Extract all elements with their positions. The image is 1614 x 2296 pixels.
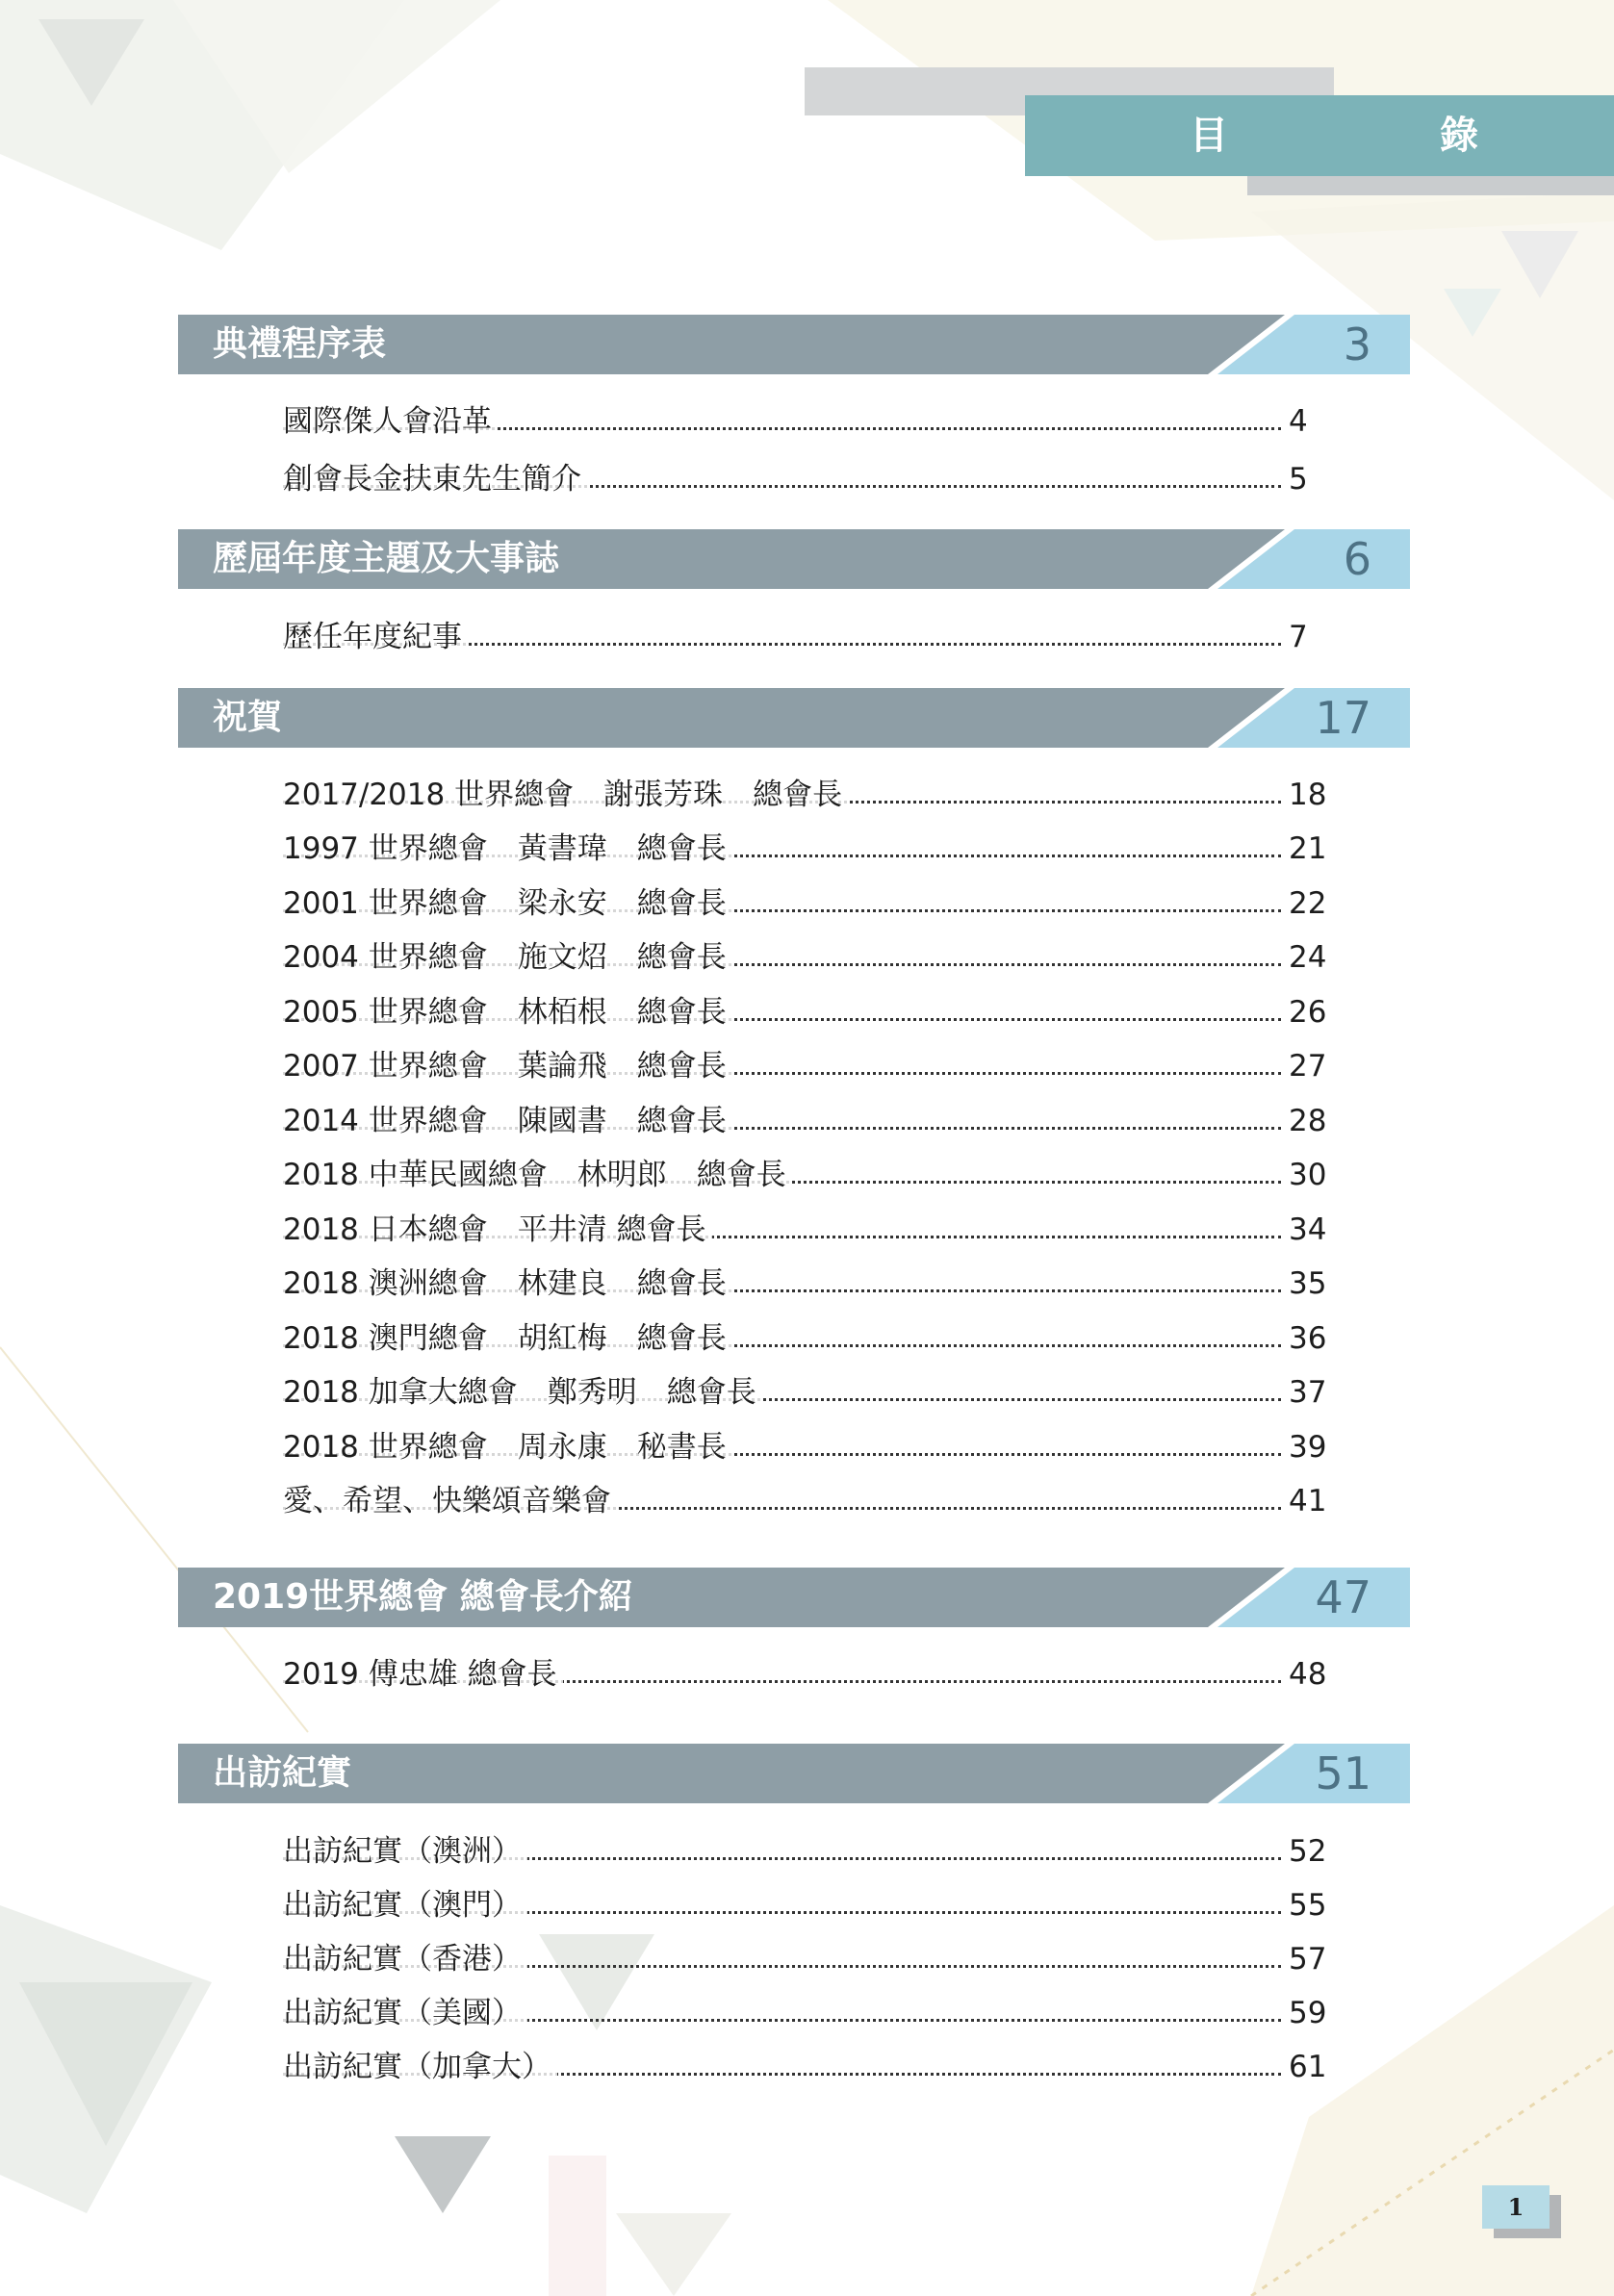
toc-entry[interactable] <box>283 1938 1339 1980</box>
toc-entry-title: 愛、希望、快樂頌音樂會 <box>283 1480 617 1522</box>
page-number: 1 <box>1507 2193 1524 2221</box>
toc-entry[interactable] <box>283 1884 1339 1926</box>
toc-entry-title: 出訪紀實（澳洲） <box>283 1830 527 1873</box>
toc-entry-title: 出訪紀實（香港） <box>283 1938 527 1980</box>
toc-entry-page: 57 <box>1289 1942 1327 1977</box>
toc-entry-page: 7 <box>1289 620 1308 654</box>
toc-entry[interactable] <box>283 882 1339 925</box>
toc-entry-page: 5 <box>1289 462 1308 497</box>
toc-entry-title: 2018 中華民國總會 林明郎 總會長 <box>283 1154 792 1196</box>
toc-entry[interactable] <box>283 1830 1339 1873</box>
toc-entry-page: 39 <box>1289 1430 1327 1465</box>
section-bar-ceremony[interactable] <box>178 315 1410 374</box>
toc-entry-page: 35 <box>1289 1266 1327 1301</box>
toc-entry-title: 創會長金扶東先生簡介 <box>283 458 587 500</box>
toc-entry-page: 34 <box>1289 1212 1327 1247</box>
section-bar-congratulations[interactable] <box>178 688 1410 748</box>
toc-entry-page: 48 <box>1289 1657 1327 1692</box>
toc-entry-page: 30 <box>1289 1158 1327 1192</box>
toc-entry[interactable] <box>283 1100 1339 1142</box>
header-underline-strip <box>1247 176 1614 195</box>
section-page-number: 17 <box>1315 692 1371 744</box>
toc-entry-page: 36 <box>1289 1321 1327 1356</box>
section-title: 2019世界總會 總會長介紹 <box>213 1577 633 1617</box>
toc-entry[interactable] <box>283 458 1339 500</box>
toc-entry[interactable] <box>283 1154 1339 1196</box>
toc-entry-title: 歷任年度紀事 <box>283 616 468 658</box>
toc-entry-title: 出訪紀實（美國） <box>283 1992 527 2034</box>
toc-entry-title: 國際傑人會沿革 <box>283 400 498 443</box>
toc-entry[interactable] <box>283 616 1339 658</box>
toc-entry-page: 37 <box>1289 1375 1327 1410</box>
toc-entry[interactable] <box>283 1317 1339 1360</box>
toc-entry-page: 41 <box>1289 1484 1327 1518</box>
toc-entry[interactable] <box>283 1371 1339 1414</box>
toc-entry-page: 27 <box>1289 1049 1327 1084</box>
toc-entry-title: 2018 加拿大總會 鄭秀明 總會長 <box>283 1371 762 1414</box>
toc-entry[interactable] <box>283 1045 1339 1087</box>
toc-entry-title: 2018 澳洲總會 林建良 總會長 <box>283 1263 732 1305</box>
toc-entry-title: 2014 世界總會 陳國書 總會長 <box>283 1100 732 1142</box>
toc-entry-page: 24 <box>1289 940 1327 975</box>
toc-entry-page: 52 <box>1289 1834 1327 1869</box>
section-page-number: 51 <box>1315 1748 1371 1799</box>
toc-entry-page: 21 <box>1289 831 1327 866</box>
toc-entry[interactable] <box>283 1992 1339 2034</box>
toc-entry-title: 2004 世界總會 施文炤 總會長 <box>283 936 732 979</box>
toc-entry-title: 出訪紀實（澳門） <box>283 1884 527 1926</box>
section-bar-shape <box>178 688 1410 748</box>
toc-entry[interactable] <box>283 774 1339 816</box>
toc-entry[interactable] <box>283 2046 1339 2088</box>
section-title: 歷屆年度主題及大事誌 <box>213 539 560 578</box>
section-title: 典禮程序表 <box>213 324 387 364</box>
toc-entry[interactable] <box>283 828 1339 870</box>
section-bar-president-intro[interactable] <box>178 1568 1410 1627</box>
toc-entry-page: 59 <box>1289 1996 1327 2030</box>
toc-entry-title: 2017/2018 世界總會 謝張芳珠 總會長 <box>283 774 848 816</box>
toc-entry-page: 55 <box>1289 1888 1327 1923</box>
toc-entry-title: 2001 世界總會 梁永安 總會長 <box>283 882 732 925</box>
toc-entry-page: 26 <box>1289 995 1327 1030</box>
page-title: 目 錄 <box>1190 114 1565 158</box>
toc-entry[interactable] <box>283 1426 1339 1468</box>
toc-entry-page: 4 <box>1289 404 1308 439</box>
toc-entry[interactable] <box>283 1653 1339 1696</box>
toc-entry[interactable] <box>283 1480 1339 1522</box>
toc-entry-title: 2018 世界總會 周永康 秘書長 <box>283 1426 732 1468</box>
section-page-number: 47 <box>1315 1571 1371 1623</box>
toc-entry-title: 2019 傅忠雄 總會長 <box>283 1653 563 1696</box>
section-page-number: 3 <box>1343 319 1371 370</box>
section-bar-shape <box>178 1744 1410 1803</box>
toc-entry-title: 1997 世界總會 黃書瑋 總會長 <box>283 828 732 870</box>
section-bar-annual-themes[interactable] <box>178 529 1410 589</box>
toc-entry-page: 28 <box>1289 1104 1327 1138</box>
toc-entry-title: 2005 世界總會 林栢根 總會長 <box>283 991 732 1033</box>
toc-entry-title: 2018 澳門總會 胡紅梅 總會長 <box>283 1317 732 1360</box>
section-title: 祝賀 <box>213 698 283 737</box>
toc-entry[interactable] <box>283 400 1339 443</box>
toc-entry-title: 2007 世界總會 葉論飛 總會長 <box>283 1045 732 1087</box>
section-bar-visits[interactable] <box>178 1744 1410 1803</box>
toc-entry[interactable] <box>283 936 1339 979</box>
toc-entry-page: 22 <box>1289 886 1327 921</box>
toc-entry[interactable] <box>283 1209 1339 1251</box>
toc-entry[interactable] <box>283 991 1339 1033</box>
toc-entry-title: 出訪紀實（加拿大） <box>283 2046 557 2088</box>
section-page-number: 6 <box>1343 533 1371 585</box>
section-title: 出訪紀實 <box>213 1753 352 1793</box>
toc-entry-title: 2018 日本總會 平井清 總會長 <box>283 1209 712 1251</box>
toc-entry-page: 18 <box>1289 778 1327 812</box>
toc-entry[interactable] <box>283 1263 1339 1305</box>
toc-entry-page: 61 <box>1289 2050 1327 2084</box>
